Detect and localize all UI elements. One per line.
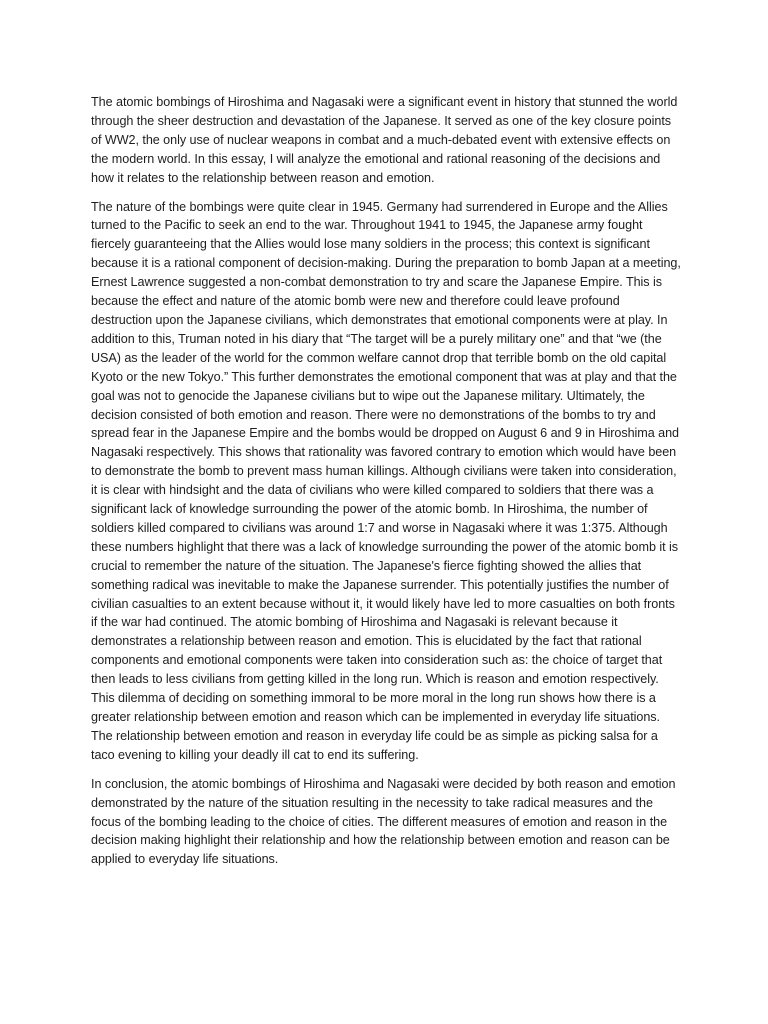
paragraph-conclusion: In conclusion, the atomic bombings of Hiroshima and Nagasaki were decided by both reason and emotion demonstrated by the nature of the situation resulting in the necessity to take radical measures and the focus of the bombing leading to the choice of cities. The different measures of emotion and reason in the decision making highlight their relationship and how the relationship between emotion and reason can be applied to everyday life situations. [91,776,676,867]
paragraph-introduction: The atomic bombings of Hiroshima and Nagasaki were a significant event in history that stunned the world through the sheer destruction and devastation of the Japanese. It served as one of the key closure points of WW2, the only use of nuclear weapons in combat and a much-debated event with extensive effects on the modern world. In this essay, I will analyze the emotional and rational reasoning of the decisions and how it relates to the relationship between reason and emotion. [91,95,678,185]
essay-body [91,93,681,879]
paragraph-body: The nature of the bombings were quite clear in 1945. Germany had surrendered in Europe and the Allies turned to the Pacific to seek an end to the war. Throughout 1941 to 1945, the Japanese army fought fiercely guaranteeing that the Allies would lose many soldiers in the process; this context is significant because it is a rational component of decision-making. During the preparation to bomb Japan at a meeting, Ernest Lawrence suggested a non-combat demonstration to try and scare the Japanese Empire. This is because the effect and nature of the atomic bomb were new and therefore could leave profound destruction upon the Japanese civilians, which demonstrates that emotional components were at play. In addition to this, Truman noted in his diary that “The target will be a purely military one” and that “we (the USA) as the leader of the world for the common welfare cannot drop that terrible bomb on the old capital Kyoto or the new Tokyo.” This further demonstrates the emotional component that was at play and that the goal was not to genocide the Japanese civilians but to wipe out the Japanese military. Ultimately, the decision consisted of both emotion and reason. There were no demonstrations of the bombs to try and spread fear in the Japanese Empire and the bombs would be dropped on August 6 and 9 in Hiroshima and Nagasaki respectively. This shows that rationality was favored contrary to emotion which would have been to demonstrate the bomb to prevent mass human killings. Although civilians were taken into consideration, it is clear with hindsight and the data of civilians who were killed compared to soldiers that there was a significant lack of knowledge surrounding the power of the atomic bomb. In Hiroshima, the number of soldiers killed compared to civilians was around 1:7 and worse in Nagasaki where it was 1:375. Although these numbers highlight that there was a lack of knowledge surrounding the power of the atomic bomb it is crucial to remember the nature of the situation. The Japanese's fierce fighting showed the allies that something radical was inevitable to make the Japanese surrender. This potentially justifies the number of civilian casualties to an extent because without it, it would likely have led to more casualties on both fronts if the war had continued. The atomic bombing of Hiroshima and Nagasaki is relevant because it demonstrates a relationship between reason and emotion. This is elucidated by the fact that rational components and emotional components were taken into consideration such as: the choice of target that then leads to less civilians from getting killed in the long run. Which is reason and emotion respectively. This dilemma of deciding on something immoral to be more moral in the long run shows how there is a greater relationship between emotion and reason which can be implemented in everyday life situations. The relationship between emotion and reason in everyday life could be as simple as picking salsa for a taco evening to killing your deadly ill cat to end its suffering. [91,199,681,762]
